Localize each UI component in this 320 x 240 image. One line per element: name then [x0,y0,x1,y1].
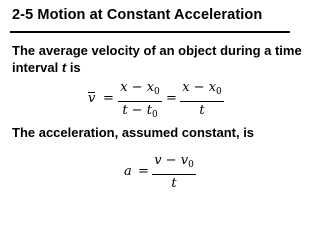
fraction2-numerator-main: x − x [182,80,217,95]
avg-velocity-text-line2-end: is [66,60,81,75]
fraction2-denominator: t [199,103,205,118]
fraction3-denominator: t [171,176,177,191]
avg-velocity-text-line2-start: interval [12,60,62,75]
v-bar-letter: v [88,91,96,106]
fraction3-bar [152,174,196,175]
equals-sign-3: = [138,164,149,179]
slide-title: 2-5 Motion at Constant Acceleration [12,7,263,23]
fraction3-numerator [152,153,196,173]
acceleration-text: The acceleration, assumed constant, is [12,125,255,140]
avg-velocity-text-line1: The average velocity of an object during a time [12,43,302,58]
a-symbol: a [124,164,132,179]
fraction1-denominator-subscript: 0 [151,110,158,120]
fraction1-denominator-main: t − t [122,103,152,118]
fraction1-numerator-subscript: 0 [154,87,160,97]
time-variable: t [61,60,67,75]
fraction3-numerator-subscript: 0 [188,160,194,170]
fraction1-numerator-main: x − x [120,80,155,95]
equals-sign-2: = [166,91,177,106]
velocity-over-time-fraction [152,153,196,192]
equals-sign-1: = [103,91,114,106]
fraction2-numerator-subscript: 0 [216,87,222,97]
fraction3-numerator-main: v − v [154,153,189,168]
